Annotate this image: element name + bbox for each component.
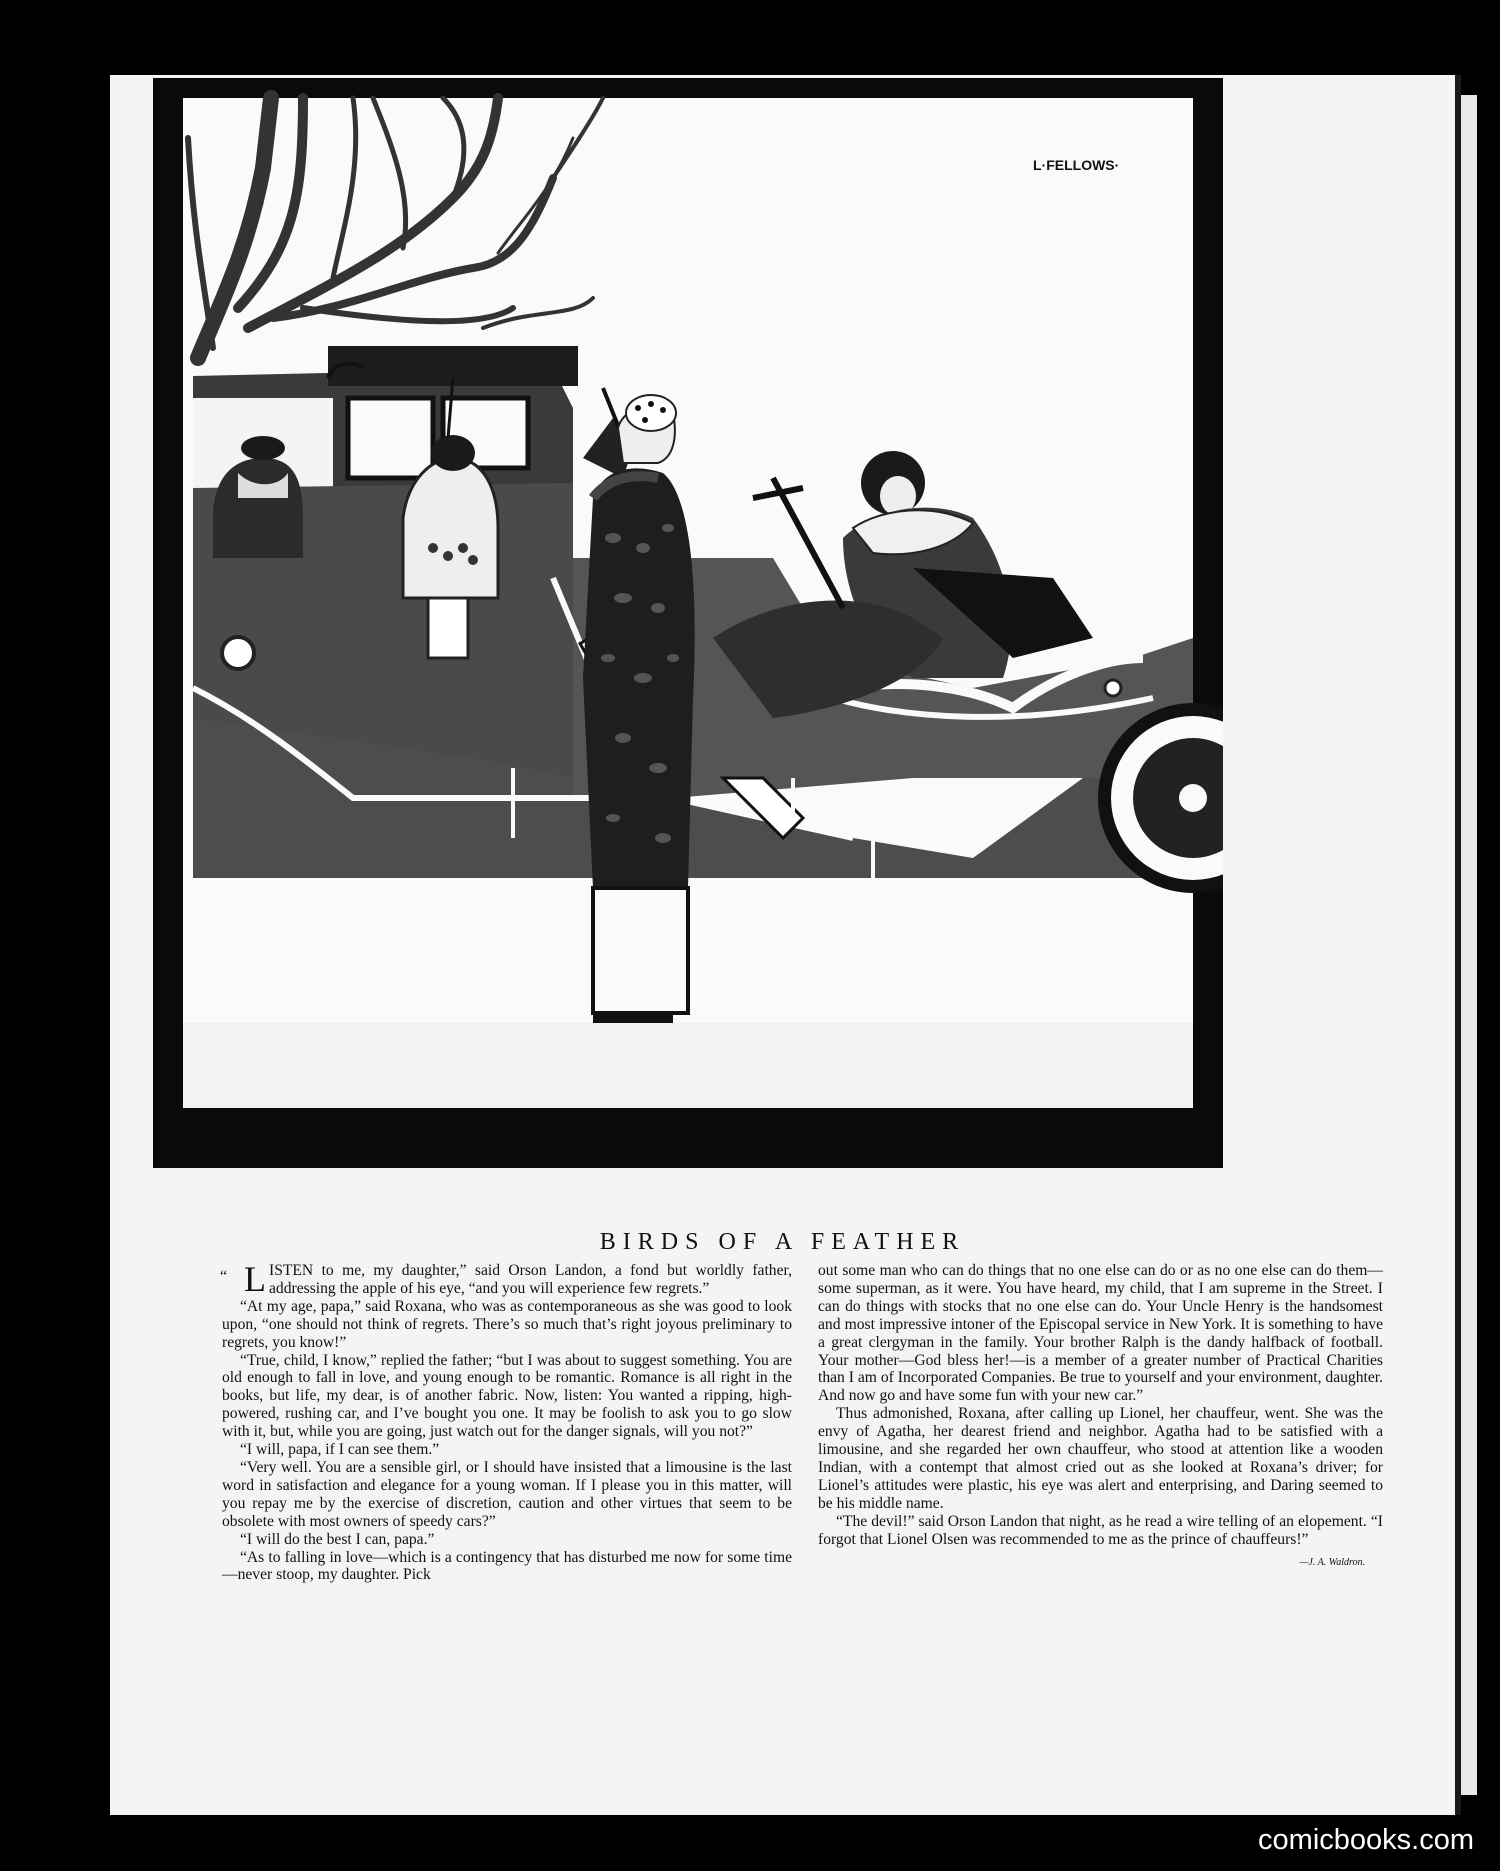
paragraph: “I will, papa, if I can see them.” — [240, 1441, 440, 1459]
paragraph: “True, child, I know,” replied the father; “but I was about to suggest something. You are old enough to fall in love, and young enough to be romantic. Romance is all right in the books, but life, my dear, is of another fabric. Now, listen: You wanted a ripping, high-powered, rushing car, and I’ve bought you one. It may be foolish to ask you to go slow with it, but, while you are going, just watch out for the danger signals, will you not?” — [222, 1351, 792, 1441]
artist-signature: L·FELLOWS· — [1033, 157, 1120, 173]
byline: —J. A. Waldron. — [1299, 1556, 1365, 1568]
illustration — [153, 78, 1223, 1168]
paragraph: “The devil!” said Orson Landon that night, as he read a wire telling of an elopement. “I forgot that Lionel Olsen was recommended to me as the prince of chauffeurs!” — [818, 1512, 1383, 1548]
text-column-right — [818, 1262, 1383, 1571]
paragraph: out some man who can do things that no one else can do or as no one else can do them—some superman, as it were. You have heard, my child, that I am supreme in the Street. I can do things with stocks that no one else can do. Your Uncle Henry is the handsomest and most impressive intoner of the Episcopal service in New York. It is something to have a great clergyman in the family. Your brother Ralph is the dandy halfback of football. Your mother—God bless her!—is a member of a greater number of Practical Charities than I am of Incorporated Companies. Be true to yourself and your environment, daughter. And now go and have some fun with your new car.” — [818, 1262, 1383, 1405]
paragraph: Thus admonished, Roxana, after calling up Lionel, her chauffeur, went. She was the envy of Agatha, her dearest friend and neighbor. Agatha had to be satisfied with a limousine, and she regarded her own chauffeur, who stood at attention like a wooden Indian, with a contempt that almost cried out as she looked at Roxana’s driver; for Lionel’s attitudes were plastic, his eye was alert and enterprising, and Daring seemed to be his middle name. — [818, 1405, 1383, 1512]
drop-cap: L — [244, 1259, 266, 1299]
paragraph: “I will do the best I can, papa.” — [240, 1530, 435, 1548]
article-title: BIRDS OF A FEATHER — [599, 1229, 966, 1255]
watermark: comicbooks.com — [1258, 1824, 1474, 1856]
paragraph: “As to falling in love—which is a contingency that has disturbed me now for some time—never stoop, my daughter. Pick — [222, 1548, 792, 1584]
paragraph: ISTEN to me, my daughter,” said Orson Landon, a fond but worldly father, addressing the apple of his eye, “and you will experience few regrets.” — [269, 1262, 792, 1297]
paragraph: “Very well. You are a sensible girl, or I should have insisted that a limousine is the last word in satisfaction and elegance for a young woman. If I please you in this matter, will you repay me by the exercise of discretion, caution and other virtues that seem to be obsolete with most owners of speedy cars?” — [222, 1458, 792, 1530]
paragraph: “At my age, papa,” said Roxana, who was as contemporaneous as she was good to look upon, “one should not think of regrets. There’s so much that’s right joyous preliminary to regrets, you know!” — [222, 1297, 792, 1351]
illustration-drawing — [153, 78, 1223, 1168]
text-column-left — [220, 1259, 792, 1584]
opening-quote: “ — [220, 1268, 228, 1285]
facing-page-edge — [1461, 95, 1477, 1795]
